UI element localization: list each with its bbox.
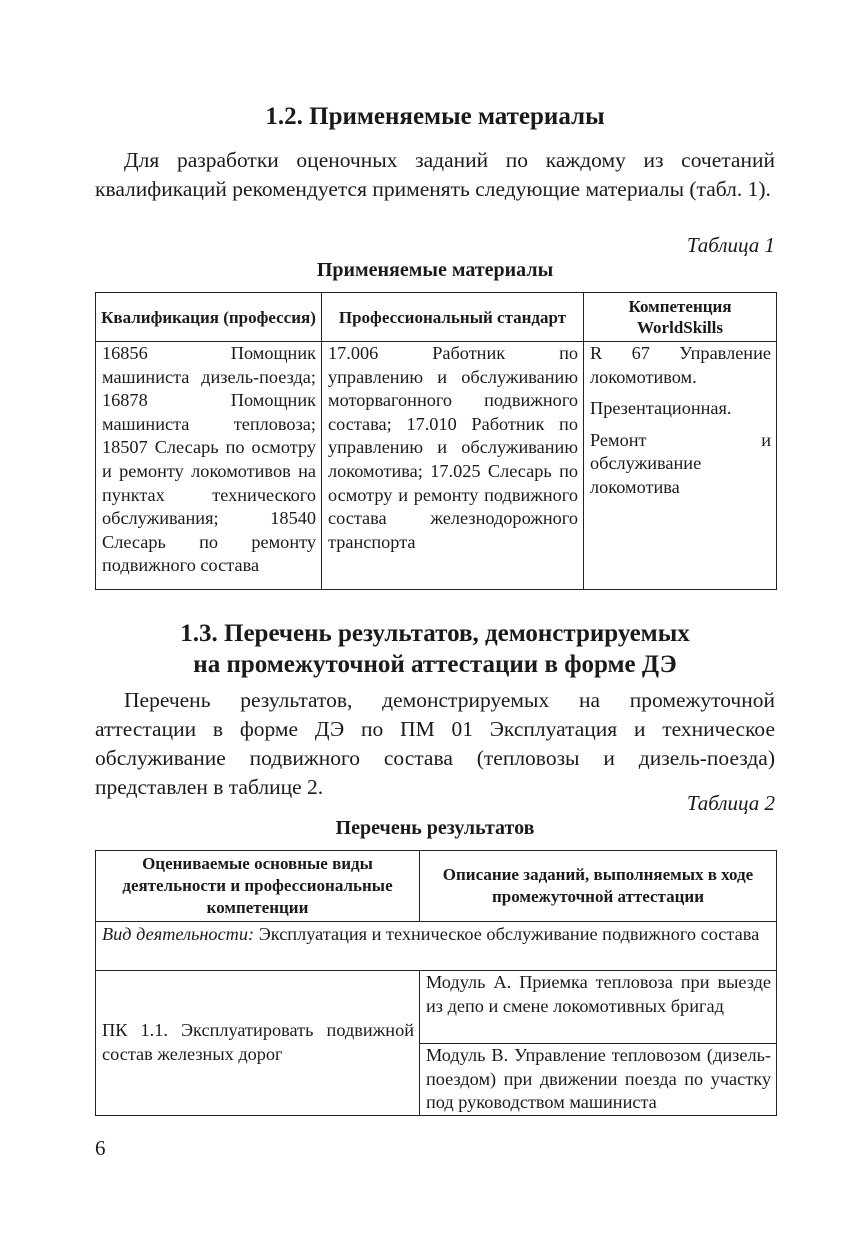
table-2-module-b: Модуль В. Управление тепловозом (дизель-поездом) при движении поезда по участку под руководством машиниста xyxy=(420,1044,777,1116)
section-1-3-heading xyxy=(95,618,775,680)
table-1-title: Применяемые материалы xyxy=(316,259,554,281)
table-1-header-competence: Компетенция WorldSkills xyxy=(584,293,777,342)
section-1-3-heading-line2: на промежуточной аттестации в форме ДЭ xyxy=(193,651,677,678)
activity-text: Эксплуатация и техническое обслуживание подвижного состава xyxy=(254,924,760,944)
competence-item: R 67 Управление локомотивом. xyxy=(590,343,771,387)
competence-item: Презентационная. xyxy=(590,398,732,419)
table-2-activity-row xyxy=(96,922,777,971)
table-1-header-standard: Профессиональный стандарт xyxy=(322,293,584,342)
section-1-2-paragraph: Для разработки оценочных заданий по каждому из сочетаний квалификаций рекомендуется применять следующие материалы (табл. 1). xyxy=(95,148,775,201)
table-1-cell-qualification: 16856 Помощник машиниста дизель-поезда; 16878 Помощник машиниста тепловоза; 18507 Слесарь по осмотру и ремонту локомотивов на пунктах технического обслуживания; 18540 Слесарь по ремонту подвижного состава xyxy=(96,342,322,590)
section-1-3-heading-line1: 1.3. Перечень результатов, демонстрируемых xyxy=(180,620,690,647)
table-2-title: Перечень результатов xyxy=(335,817,535,839)
activity-label: Вид деятельности: xyxy=(102,924,255,944)
table-1 xyxy=(95,292,777,590)
page-number: 6 xyxy=(95,1136,106,1160)
table-1-cell-standard: 17.006 Работник по управлению и обслуживанию моторвагонного подвижного состава; 17.010 Работник по управлению и обслуживанию локомотива; 17.025 Слесарь по осмотру и ремонту подвижного состава железнодорожного транспорта xyxy=(322,342,584,590)
section-1-2-heading: 1.2. Применяемые материалы xyxy=(265,103,605,130)
table-2-header-tasks: Описание заданий, выполняемых в ходе промежуточной аттестации xyxy=(420,851,777,922)
table-1-label: Таблица 1 xyxy=(686,233,775,257)
competence-item: Ремонт и обслуживание локомотива xyxy=(590,429,771,497)
table-2-competence-cell: ПК 1.1. Эксплуатировать подвижной состав железных дорог xyxy=(96,971,420,1116)
table-2-header-competences: Оцениваемые основные виды деятельности и профессиональные компетенции xyxy=(96,851,420,922)
table-2-label: Таблица 2 xyxy=(686,791,775,815)
section-1-3-paragraph: Перечень результатов, демонстрируемых на промежуточной аттестации в форме ДЭ по ПМ 01 Эксплуатация и техническое обслуживание подвижного состава (тепловозы и дизель-поезда) представлен в таблице 2. xyxy=(95,688,775,799)
table-2-module-a: Модуль А. Приемка тепловоза при выезде из депо и смене локомотивных бригад xyxy=(420,971,777,1044)
table-1-cell-competence xyxy=(584,342,777,590)
table-1-header-qualification: Квалификация (профессия) xyxy=(96,293,322,342)
table-2 xyxy=(95,850,777,1116)
